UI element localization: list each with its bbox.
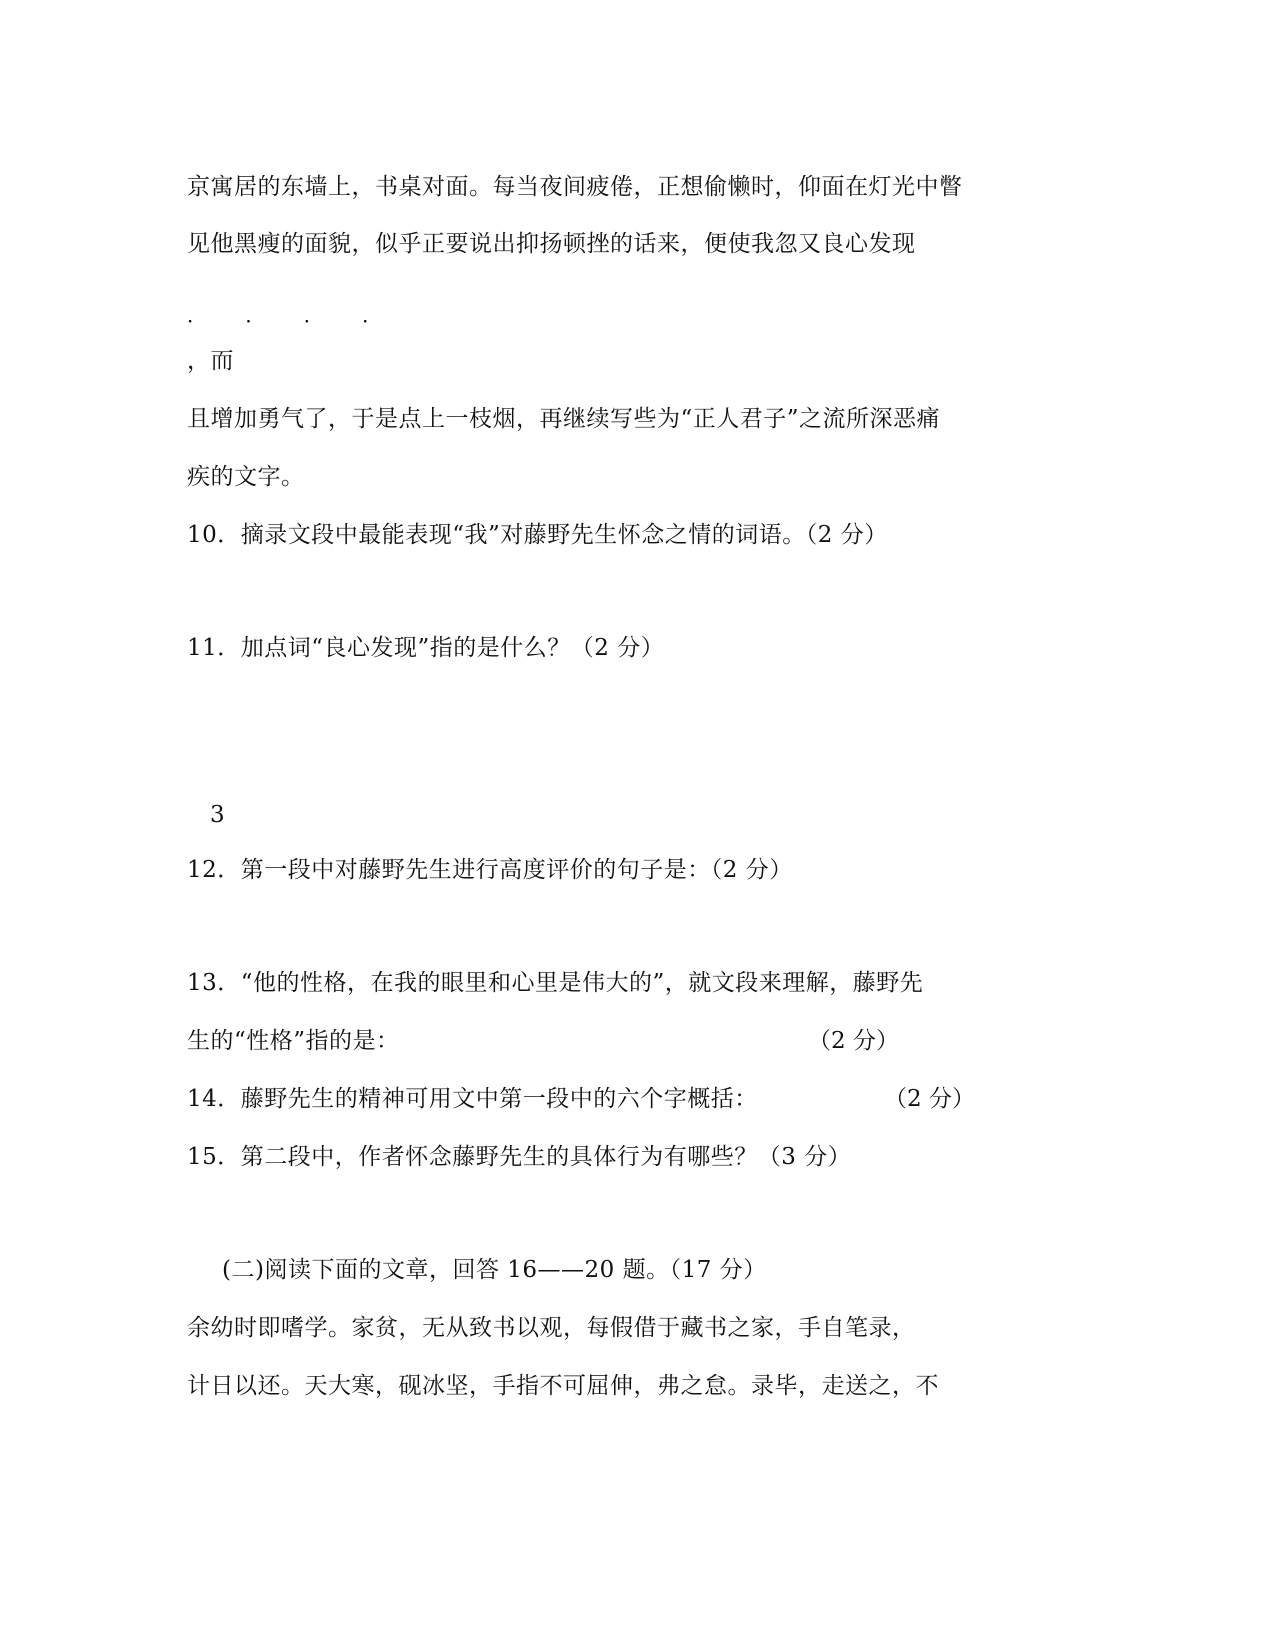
passage-line-3: ，而 [187,348,234,374]
question-14: 14．藤野先生的精神可用文中第一段中的六个字概括： [187,1086,758,1112]
page-number: 3 [210,802,226,828]
passage-line-5: 疾的文字。 [187,464,305,490]
emphasis-dots: ． ． ． ． [187,303,399,327]
question-13-line-1: 13．“他的性格，在我的眼里和心里是伟大的”，就文段来理解，藤野先 [187,970,924,996]
question-14-score: （2 分） [884,1086,975,1112]
question-13-score: （2 分） [808,1028,899,1054]
passage-line-1: 京寓居的东墙上，书桌对面。每当夜间疲倦，正想偷懒时，仰面在灯光中瞥 [187,174,963,200]
question-15: 15．第二段中，作者怀念藤野先生的具体行为有哪些？（3 分） [187,1144,852,1170]
section-2-heading: (二)阅读下面的文章，回答 16——20 题。（17 分） [222,1257,767,1283]
question-11: 11．加点词“良心发现”指的是什么？（2 分） [187,635,665,661]
question-13-line-2: 生的“性格”指的是： [187,1028,400,1054]
question-10: 10．摘录文段中最能表现“我”对藤野先生怀念之情的词语。（2 分） [187,522,888,548]
passage-line-2: 见他黑瘦的面貌，似乎正要说出抑扬顿挫的话来，便使我忽又良心发现 [187,231,916,257]
section-2-line-2: 计日以还。天大寒，砚冰坚，手指不可屈伸，弗之怠。录毕，走送之，不 [187,1373,939,1399]
question-12: 12．第一段中对藤野先生进行高度评价的句子是：（2 分） [187,857,793,883]
section-2-line-1: 余幼时即嗜学。家贫，无从致书以观，每假借于藏书之家，手自笔录， [187,1315,916,1341]
passage-line-4: 且增加勇气了，于是点上一枝烟，再继续写些为“正人君子”之流所深恶痛 [187,406,941,432]
